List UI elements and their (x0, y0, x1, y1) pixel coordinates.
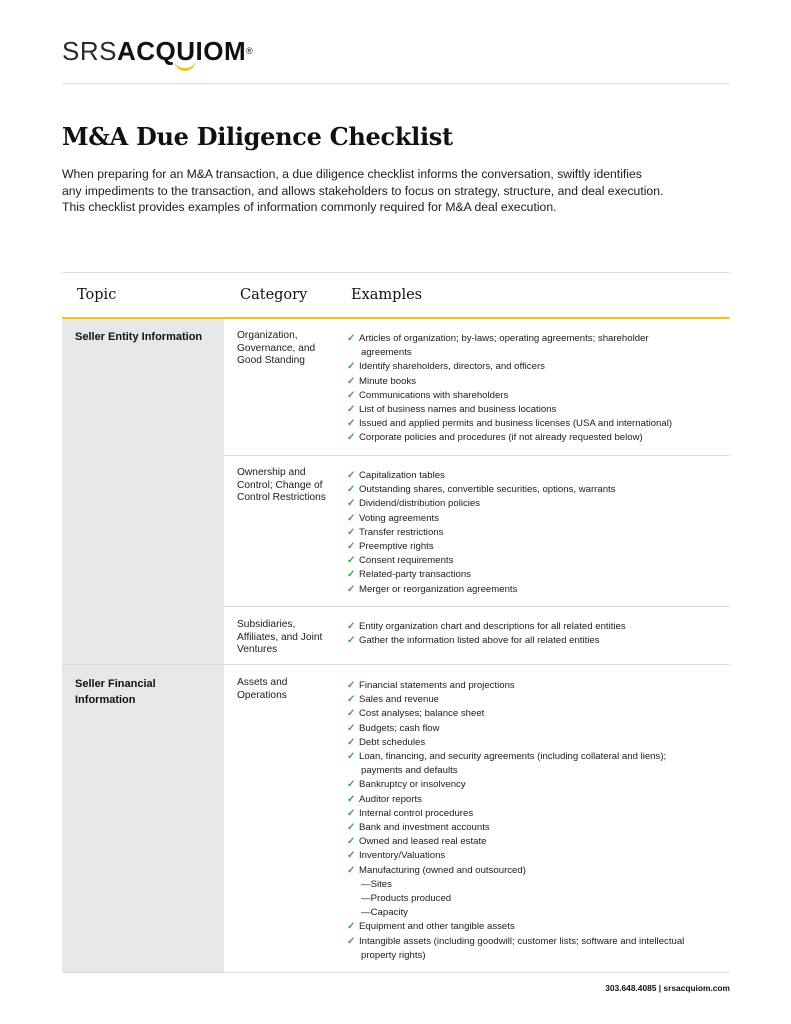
check-icon: ✓ (347, 751, 356, 763)
list-item: ✓ Equipment and other tangible assets (347, 920, 727, 934)
check-icon: ✓ (347, 635, 356, 647)
check-icon: ✓ (347, 708, 356, 720)
footer-contact: 303.648.4085 | srsacquiom.com (605, 983, 730, 993)
check-icon: ✓ (347, 555, 356, 567)
check-icon: ✓ (347, 807, 356, 819)
list-item: ✓ Consent requirements (347, 554, 727, 568)
check-icon: ✓ (347, 333, 356, 344)
list-item: ✓ Corporate policies and procedures (if not already requested below) (347, 431, 727, 445)
check-icon: ✓ (347, 432, 356, 444)
sub-list-item: —Capacity (361, 907, 408, 919)
check-icon: ✓ (347, 361, 356, 373)
list-item: ✓ Intangible assets (including goodwill; customer lists; software and intellectual property rights) (347, 935, 685, 961)
list-item: ✓ Voting agreements (347, 512, 727, 526)
list-item: ✓ Financial statements and projections (347, 679, 727, 693)
list-item: ✓ Merger or reorganization agreements (347, 583, 727, 597)
list-item: ✓ List of business names and business locations (347, 403, 727, 417)
check-icon: ✓ (347, 722, 356, 734)
check-icon: ✓ (347, 484, 356, 496)
list-item: ✓ Owned and leased real estate (347, 835, 727, 849)
intro-line: any impediments to the transaction, and allows stakeholders to focus on strategy, structure, and deal execution. (62, 183, 664, 198)
list-item: ✓ Transfer restrictions (347, 526, 727, 540)
topic-label: Seller Entity Information (75, 331, 203, 343)
category-label: Assets and Operations (237, 677, 288, 701)
check-icon: ✓ (347, 921, 356, 933)
check-icon: ✓ (347, 836, 356, 848)
check-icon: ✓ (347, 375, 356, 387)
list-item: ✓ Budgets; cash flow (347, 722, 727, 736)
check-icon: ✓ (347, 935, 356, 947)
list-item: ✓ Cost analyses; balance sheet (347, 707, 727, 721)
column-header-examples: Examples (351, 287, 423, 303)
check-icon: ✓ (347, 864, 356, 876)
intro-line: When preparing for an M&A transaction, a due diligence checklist informs the conversation, swiftly identifies (62, 167, 642, 181)
list-item: ✓ Identify shareholders, directors, and officers (347, 360, 727, 374)
category-label: Organization, Governance, and Good Standing (237, 330, 316, 367)
list-item: ✓ Communications with shareholders (347, 389, 727, 403)
check-icon: ✓ (347, 569, 356, 581)
check-icon: ✓ (347, 680, 356, 691)
topic-band (62, 319, 224, 664)
examples-list (347, 679, 727, 963)
list-item: ✓ Related-party transactions (347, 568, 727, 582)
examples-list (347, 469, 727, 597)
topic-label: Seller Financial Information (75, 678, 156, 706)
check-icon: ✓ (347, 779, 356, 791)
check-icon: ✓ (347, 541, 356, 553)
row-divider (224, 455, 730, 456)
check-icon: ✓ (347, 694, 356, 706)
list-item: ✓ Capitalization tables (347, 469, 727, 483)
check-icon: ✓ (347, 470, 356, 481)
check-icon: ✓ (347, 583, 356, 595)
list-item: ✓ Preemptive rights (347, 540, 727, 554)
intro-paragraph (62, 166, 730, 216)
list-item: ✓ Sales and revenue (347, 693, 727, 707)
row-divider (224, 606, 730, 607)
check-icon: ✓ (347, 793, 356, 805)
list-item: ✓ Bankruptcy or insolvency (347, 778, 727, 792)
examples-list (347, 620, 727, 648)
sub-list-item: —Products produced (361, 893, 452, 905)
list-item: ✓ Inventory/Valuations (347, 849, 727, 863)
check-icon: ✓ (347, 389, 356, 401)
examples-list (347, 332, 727, 446)
check-icon: ✓ (347, 512, 356, 524)
list-item: ✓ Minute books (347, 375, 727, 389)
list-item: ✓ Articles of organization; by-laws; operating agreements; shareholder agreements (347, 333, 649, 359)
list-item: ✓ Issued and applied permits and business licenses (USA and international) (347, 417, 727, 431)
list-item: ✓ Debt schedules (347, 736, 727, 750)
check-icon: ✓ (347, 736, 356, 748)
logo-acquiom: ACQUIOM (116, 36, 247, 66)
check-icon: ✓ (347, 418, 356, 430)
list-item: ✓ Auditor reports (347, 793, 727, 807)
list-item: ✓ Internal control procedures (347, 807, 727, 821)
check-icon: ✓ (347, 526, 356, 538)
table-top-divider (62, 272, 730, 273)
check-icon: ✓ (347, 404, 356, 416)
logo-srs: SRS (62, 36, 117, 66)
column-header-category: Category (240, 287, 308, 303)
list-item: ✓ Loan, financing, and security agreements (including collateral and liens); payments and defaults (347, 751, 667, 777)
category-label: Ownership and Control; Change of Control Restrictions (237, 467, 326, 504)
list-item: ✓ Bank and investment accounts (347, 821, 727, 835)
check-icon: ✓ (347, 621, 356, 632)
logo-trademark: ® (246, 46, 254, 56)
list-item: ✓ Manufacturing (owned and outsourced) (347, 864, 727, 878)
check-icon: ✓ (347, 850, 356, 862)
list-item: ✓ Gather the information listed above for all related entities (347, 634, 727, 648)
list-item: ✓ Entity organization chart and descriptions for all related entities (347, 620, 727, 634)
check-icon: ✓ (347, 822, 356, 834)
list-item: ✓ Outstanding shares, convertible securities, options, warrants (347, 483, 727, 497)
page-title: M&A Due Diligence Checklist (62, 122, 453, 151)
category-label: Subsidiaries, Affiliates, and Joint Ventures (237, 619, 323, 656)
topic-band (62, 665, 224, 972)
logo-swoosh-icon (174, 60, 196, 71)
list-item: ✓ Dividend/distribution policies (347, 497, 727, 511)
table-bottom-divider (62, 972, 730, 973)
header-divider (62, 83, 730, 84)
column-header-topic: Topic (77, 287, 117, 303)
sub-list-item: —Sites (361, 878, 392, 890)
intro-line: This checklist provides examples of information commonly required for M&A deal execution. (62, 200, 557, 214)
check-icon: ✓ (347, 498, 356, 510)
